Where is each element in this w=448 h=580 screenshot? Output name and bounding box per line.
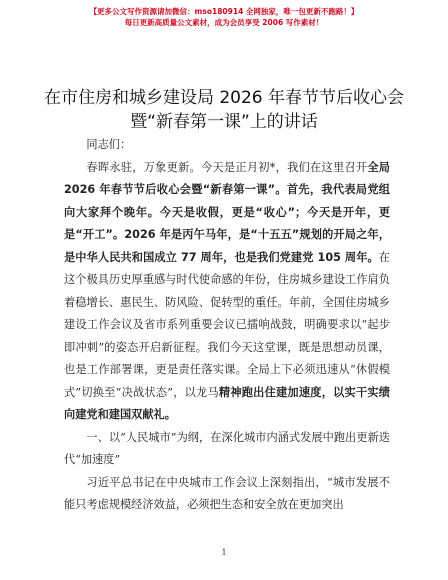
paragraph-opening-part-c: 在这个极具历史厚重感与时代使命感的年份，住房城乡建设工作肩负着稳增长、惠民生、防风险、促转型的重任。年前，全国住房城乡建设工作会议及省市系列重要会议已擂响战鼓，明确要求以“起步即冲刺”的姿态开启新征程。我们今天这堂课，既是思想动员课，也是工作部署课，更是责任落实课。全局上下必须迅速从“休假模式”切换至“决战状态”，以龙马 <box>64 250 390 399</box>
paragraph-section-1: 习近平总书记在中央城市工作会议上深刻指出，“城市发展不能只考虑规模经济效益，必须把生态和安全放在更加突出 <box>64 475 390 511</box>
page-number: 1 <box>221 548 227 557</box>
section-heading-1: 一、以“人民城市”为纲，在深化城市内涵式发展中跑出更新迭代“加速度” <box>64 430 390 466</box>
title-line-2: 暨“新春第一课”上的讲话 <box>130 112 318 132</box>
salutation: 同志们： <box>86 138 132 151</box>
paragraph-opening <box>64 157 390 427</box>
title-line-1: 在市住房和城乡建设局 2026 年春节节后收心会 <box>43 88 405 108</box>
document-body <box>64 134 390 517</box>
promo-banner <box>0 6 448 28</box>
paragraph-opening-part-a: 春晖永驻，万象更新。今天是正月初*，我们在这里召开 <box>86 160 368 174</box>
promo-line-1: 【更多公文写作资源请加微信：mso180914 全网独家，唯一包更新不跑路！】 <box>89 7 359 16</box>
paragraph-opening-part-d: 精神跑出住建加速度，以实干实绩向建党和建国双献礼。 <box>64 385 390 421</box>
promo-line-2: 每日更新高质量公文素材，成为会员享受 2006 写作素材！ <box>124 18 324 27</box>
paragraph-opening-part-b: 全局 2026 年春节节后收心会暨“新春第一课”。首先，我代表局党组向大家拜个晚年。今天是收假，更是“收心”；今天是开年，更是“开工”。2026 年是丙午马年，是“十五五”规划的开局之年，是中华人民共和国成立 77 周年，也是我们党建党 105 周年。 <box>64 160 390 264</box>
document-title <box>40 86 408 134</box>
